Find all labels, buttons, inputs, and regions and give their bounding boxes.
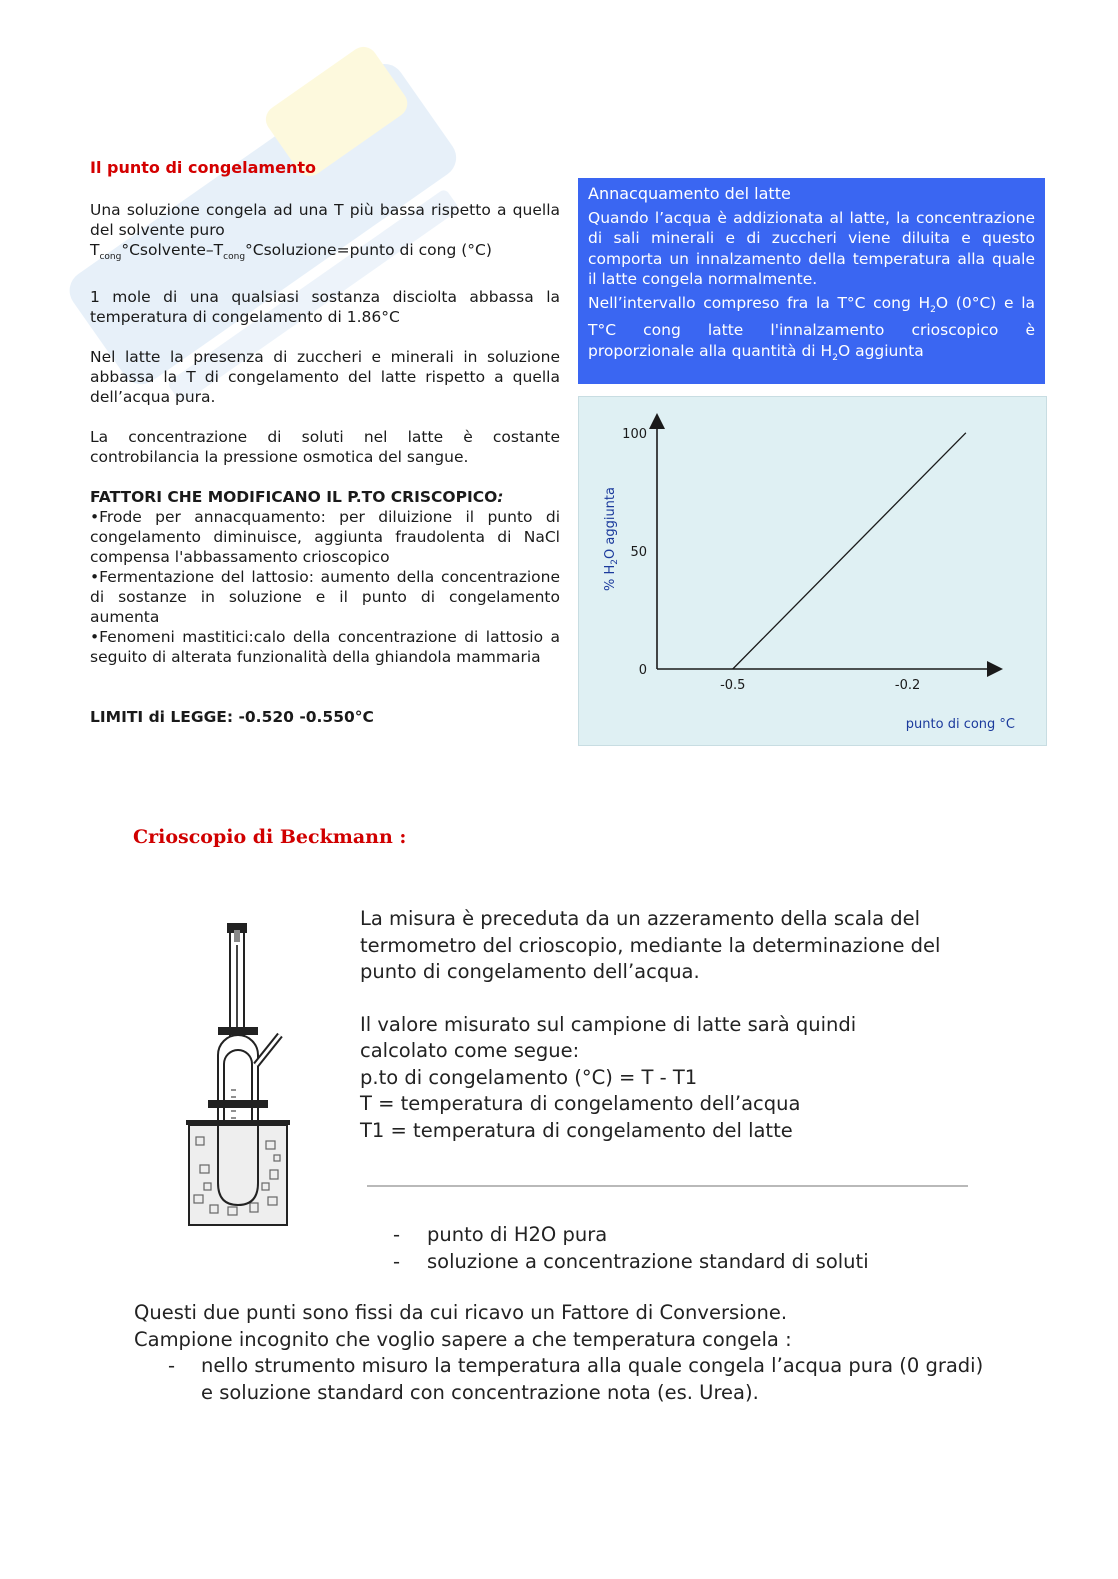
section-title: Il punto di congelamento bbox=[90, 158, 316, 177]
list-item-text: soluzione a concentrazione standard di soluti bbox=[427, 1249, 869, 1273]
info-sub: 2 bbox=[930, 304, 936, 315]
factors-list bbox=[90, 487, 560, 667]
conversion-line: Campione incognito che voglio sapere a che temperatura congela : bbox=[134, 1327, 792, 1351]
paragraph-osmotic: La concentrazione di soluti nel latte è costante controbilancia la pressione osmotica del sangue. bbox=[90, 428, 560, 467]
info-text: O aggiunta bbox=[837, 341, 924, 360]
formula-sub: cong bbox=[99, 252, 122, 263]
x-tick-label: -0.2 bbox=[894, 678, 921, 693]
list-item bbox=[393, 1222, 869, 1249]
procedure-text bbox=[360, 906, 1000, 1144]
list-item-text: nello strumento misuro la temperatura alla quale congela l’acqua pura (0 gradi) e soluzione standard con concentrazione nota (es. Urea). bbox=[201, 1354, 984, 1404]
fixed-points-list bbox=[393, 1222, 869, 1275]
chart bbox=[579, 397, 1046, 745]
calc-line: T1 = temperatura di congelamento del latte bbox=[360, 1118, 793, 1142]
factor-item: •Frode per annacquamento: per diluizione il punto di congelamento diminuisce, aggiunta fraudolenta di NaCl compensa l'abbassamento crioscopico bbox=[90, 508, 560, 567]
info-text: Nell’intervallo compreso fra la T°C cong H bbox=[588, 293, 931, 312]
info-sub: 2 bbox=[832, 352, 838, 363]
beckmann-title: Crioscopio di Beckmann : bbox=[133, 826, 407, 848]
left-column bbox=[90, 158, 560, 747]
list-item bbox=[134, 1353, 994, 1406]
calc-line: calcolato come segue: bbox=[360, 1039, 580, 1062]
list-item bbox=[393, 1249, 869, 1276]
info-box bbox=[578, 178, 1045, 384]
info-box-paragraph: Quando l’acqua è addizionata al latte, la concentrazione di sali minerali e di zuccheri viene diluita e questo comporta un innalzamento della temperatura alla quale il latte congela normalmente. bbox=[588, 208, 1035, 288]
y-axis-label: % $H_2O$ aggiunta bbox=[603, 487, 620, 591]
conversion-text bbox=[134, 1300, 994, 1406]
legal-limits: LIMITI di LEGGE: -0.520 -0.550°C bbox=[90, 708, 374, 727]
formula-text: °Csolvente–T bbox=[121, 241, 224, 259]
calculation-lines bbox=[360, 1012, 1000, 1145]
list-item-text: punto di H2O pura bbox=[427, 1223, 608, 1246]
formula-t: T bbox=[90, 241, 100, 259]
paragraph-solution bbox=[90, 200, 560, 267]
y-tick-label: 50 bbox=[630, 544, 647, 560]
dash-bullet: - bbox=[393, 1223, 401, 1246]
paragraph-milk: Nel latte la presenza di zuccheri e minerali in soluzione abbassa la T di congelamento del latte rispetto a quella dell’acqua pura. bbox=[90, 348, 560, 407]
factors-heading bbox=[90, 487, 560, 507]
y-tick-label: 0 bbox=[638, 663, 647, 678]
divider bbox=[367, 1185, 968, 1187]
calc-line: Il valore misurato sul campione di latte sarà quindi bbox=[360, 1012, 857, 1036]
paragraph-mole: 1 mole di una qualsiasi sostanza disciolta abbassa la temperatura di congelamento di 1.86°C bbox=[90, 288, 560, 327]
dash-bullet: - bbox=[168, 1354, 176, 1377]
x-tick-label: -0.5 bbox=[720, 678, 746, 693]
factors-heading-text: FATTORI CHE MODIFICANO IL P.TO CRISCOPICO bbox=[90, 488, 498, 507]
y-tick-label: 100 bbox=[622, 426, 647, 442]
info-box-title: Annacquamento del latte bbox=[588, 184, 791, 203]
series-line bbox=[733, 433, 966, 669]
factor-item: •Fenomeni mastitici:calo della concentrazione di lattosio a seguito di alterata funzionalità della ghiandola mammaria bbox=[90, 628, 560, 667]
calc-line: T = temperatura di congelamento dell’acqua bbox=[360, 1092, 801, 1115]
formula-sub: cong bbox=[223, 252, 246, 263]
info-text: O (0°C) e la T°C cong latte l'innalzamento crioscopico è proporzionale alla quantità di H bbox=[588, 293, 1035, 360]
factor-item: •Fermentazione del lattosio: aumento della concentrazione di sostanze in soluzione e il punto di congelamento aumenta bbox=[90, 568, 560, 627]
info-box-paragraph bbox=[588, 293, 1035, 369]
x-axis-label: punto di cong °C bbox=[905, 717, 1015, 732]
procedure-paragraph: La misura è preceduta da un azzeramento della scala del termometro del crioscopio, mediante la determinazione del punto di congelamento dell’acqua. bbox=[360, 907, 941, 983]
conversion-line: Questi due punti sono fissi da cui ricavo un Fattore di Conversione. bbox=[134, 1301, 788, 1324]
factors-colon: : bbox=[497, 488, 504, 507]
paragraph-text: Una soluzione congela ad una T più bassa rispetto a quella del solvente puro bbox=[90, 201, 560, 239]
calc-line: p.to di congelamento (°C) = T - T1 bbox=[360, 1065, 698, 1089]
formula-text: °Csoluzione=punto di cong (°C) bbox=[245, 241, 492, 259]
cryoscope-illustration bbox=[180, 915, 300, 1235]
chart-panel bbox=[578, 396, 1047, 746]
dash-bullet: - bbox=[393, 1249, 401, 1273]
